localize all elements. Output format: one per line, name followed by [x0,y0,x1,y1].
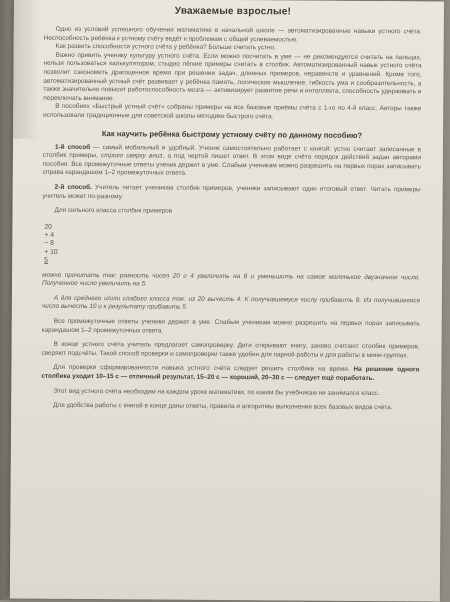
book-page [10,0,444,601]
intro-paragraph-4: В пособиях «Быстрый устный счёт» собраны примеры на все базовые приёмы счёта с 1-го по 4-й класс. Авторы также использовали традиционные для советской школы методики быстрого счёта. [43,103,422,121]
method-1-text-a: — самый мобильный и удобный. Ученик самостоятельно работает с книгой: устно считает записанные в столбик примеры, [42,143,421,160]
column-example-line: 20 [44,223,52,231]
method-1-lead: 1-й способ [54,143,91,151]
method-1-text-italic: строго сверху вниз [100,152,163,160]
every-lesson-paragraph: Этот вид устного счёта необходим на каждом уроке математики, по каким бы учебникам ни занимался класс. [53,387,380,397]
weak-reading [42,295,420,315]
intermediate-note: Все промежуточные ответы ученики держат в уме. Слабым ученикам можно разрешить на первых порах записывать карандашом 1–2 промежуточных ответа. [41,317,420,335]
column-example-line: + 10 [44,248,58,256]
self-check-paragraph: В конце устного счёта учитель предлагает самопроверку. Дети открывают книгу, заново считают столбик примеров, сверяют подсчёты. Такой способ проверки и самопроверки также удобен для парной работы и для работы в мини-группах. [41,340,420,360]
method-heading: Как научить ребёнка быстрому устному счёту по данному пособию? [101,128,363,140]
column-example-answer-line: 5 [44,256,48,264]
column-example [44,223,420,268]
strong-reading-text: можно прочитать так: разность чисел 20 и 4 увеличить на 8 и уменьшить на самое маленькое двузначное число. Полученное число увеличить на 5. [41,271,421,288]
method-1-text-b: , а под чертой пишет ответ. В этом виде счёта порядок действий задан авторами пособия. Все промежуточные ответы ученик держит в уме. Слабым ученикам можно разрешить на первых порах записывать справа карандашом 1–2 промежуточных ответа. [42,152,421,178]
weak-reading-text: А для среднего и/или слабого класса так: из 20 вычесть 4. К получившемуся числу прибавить 8. Из получившегося числа вычесть 10 и к результату прибавить 5. [41,294,420,312]
page-gutter-shadow [13,0,40,139]
column-example-line: − 8 [44,240,54,248]
timing-text: Для проверки сформированности навыка устного счёта следует решить столбики на время. [53,364,354,374]
method-1-paragraph [43,143,421,180]
intro-paragraph-3: Важно привить ученику культуру устного счёта. Если можно посчитать в уме — не рекомендуется считать на пальцах, нельзя пользоваться калькулятором, стыдно лёгкие примеры считать в столбик. Автоматизированный навык устного счёта позволит сэкономить драгоценное время при решении задач, длинных примеров, неравенств и уравнений. Кроме того, автоматизированный устный счёт развивает у ребёнка память, логическое мышление, гибкость ума и сообразительность, а также значительно повысит работоспособность мозга — активизирует развитие речи и интеллекта, способность удерживать и переключать внимание. [43,51,422,102]
method-2-paragraph [43,184,421,204]
page-content [41,5,422,413]
timing-bold: На решение одного столбика уходит 10–15 с — отличный результат, 15–20 с — хороший, 20–30 с — следует ещё поработать. [41,366,420,383]
method-2-lead: 2-й способ. [54,183,92,191]
intro-paragraph-2: Как развить способности устного счёта у ребёнка? Больше считать устно. [55,42,276,52]
strong-class-label: Для сильного класса столбик примеров [54,206,173,215]
timing-paragraph [41,364,419,384]
page-title: Уважаемые взрослые! [174,5,292,18]
answers-note-paragraph: Для удобства работы с книгой в конце даны ответы, правила и алгоритмы выполнения всех базовых видов счёта. [53,401,393,412]
intro-paragraph-1: Одно из условий успешного обучения математике в начальной школе — автоматизированные навыки устного счёта. Неспособность ребёнка к устному счёту ведёт к проблемам с общей успеваемостью. [43,25,422,44]
column-example-line: + 4 [44,231,55,239]
method-2-text: Учитель читает ученикам столбик примеров, ученики записывают один итоговый ответ. Читать примеры учитель может по-разному. [42,183,421,200]
strong-reading [42,271,420,291]
